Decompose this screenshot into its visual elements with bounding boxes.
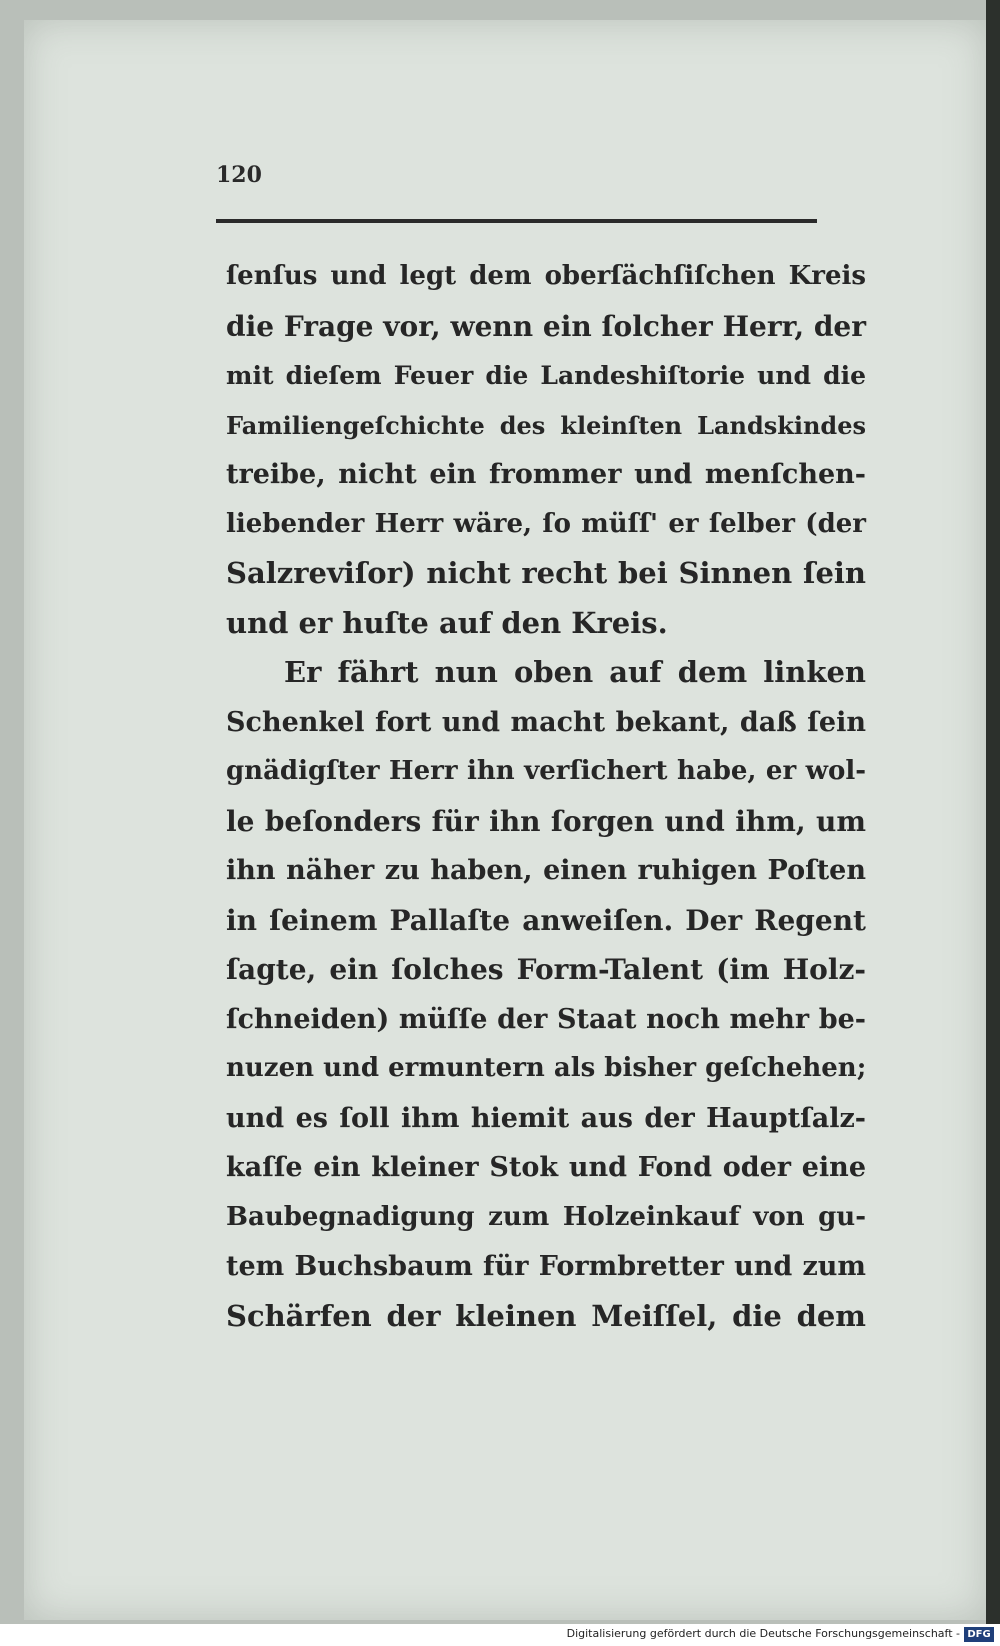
text-line: tem Buchsbaum für Formbretter und zum	[226, 1251, 866, 1282]
text-line: Schenkel fort und macht bekant, daß ſein	[226, 706, 866, 738]
text-line: mit dieſem Feuer die Landeshiſtorie und die	[226, 361, 866, 390]
text-line: nuzen und ermuntern als bisher geſchehen;	[226, 1053, 867, 1083]
text-line: Familiengeſchichte des kleinſten Landskindes	[226, 410, 866, 440]
text-line: liebender Herr wäre, ſo müſſ' er ſelber (der	[226, 508, 866, 539]
text-line: kaſſe ein kleiner Stok und Fond oder eine	[226, 1152, 866, 1183]
text-line: und er huſte auf den Kreis.	[226, 605, 668, 640]
text-line: ſenſus und legt dem oberſächſiſchen Kreis	[226, 261, 866, 291]
text-line: Schärfen der kleinen Meiſſel, die dem	[226, 1298, 866, 1333]
text-line: treibe, nicht ein frommer und menſchen-	[226, 459, 866, 490]
text-line: gnädigſter Herr ihn verſichert habe, er wol-	[226, 756, 866, 786]
page-number: 120	[216, 162, 262, 188]
body-text	[226, 252, 866, 1341]
header-rule	[216, 219, 817, 223]
text-line: le beſonders für ihn ſorgen und ihm, um	[226, 804, 866, 838]
text-line: Baubegnadigung zum Holzeinkauf von gu-	[226, 1201, 866, 1232]
text-line: ſagte, ein ſolches Form-Talent (im Holz-	[226, 953, 866, 986]
page-edge-shadow	[986, 0, 1000, 1624]
text-line-paragraph-start: Er fährt nun oben auf dem linken	[284, 655, 866, 689]
text-line: in ſeinem Pallaſte anweiſen. Der Regent	[226, 903, 866, 937]
text-line: ſchneiden) müſſe der Staat noch mehr be-	[226, 1003, 866, 1035]
text-line: und es ſoll ihm hiemit aus der Hauptſalz-	[226, 1102, 866, 1134]
text-line: Salzreviſor) nicht recht bei Sinnen ſein	[226, 556, 866, 590]
text-line: die Frage vor, wenn ein ſolcher Herr, der	[226, 309, 866, 343]
text-line: ihn näher zu haben, einen ruhigen Poſten	[226, 855, 866, 886]
dfg-logo: DFG	[964, 1627, 994, 1642]
funding-credit: Digitalisierung gefördert durch die Deutsche Forschungsgemeinschaft -	[566, 1627, 960, 1640]
footer-bar	[0, 1624, 1000, 1646]
